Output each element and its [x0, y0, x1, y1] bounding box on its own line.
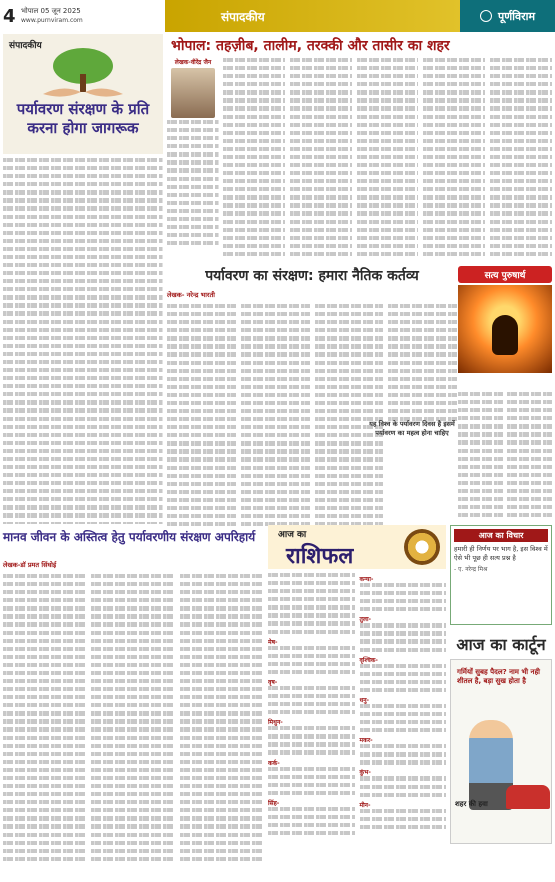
cartoon-speech-bubble: गर्मियों सुबह पैदल? नाम भी नही शीतल है, बड़ा सुख होता है	[457, 668, 540, 685]
column	[167, 298, 236, 528]
globe-icon	[480, 10, 492, 22]
column	[507, 392, 552, 524]
sign-label: मिथुन-	[268, 719, 283, 727]
column	[290, 58, 352, 258]
zodiac-wheel-icon	[404, 529, 440, 565]
cartoon-heading: आज का कार्टून	[456, 635, 546, 654]
column	[423, 58, 485, 258]
cartoon-sign: शहर की हवा	[455, 800, 488, 808]
environment-duty-columns	[167, 298, 457, 528]
column	[360, 573, 447, 878]
page-number: 4	[3, 5, 16, 27]
brand-logo: पूर्णविराम	[497, 9, 536, 23]
website-link[interactable]: www.purnviram.com	[21, 17, 83, 24]
editorial-body	[3, 158, 163, 524]
thought-author: - ए. नरेन्द्र मिश्र	[454, 566, 488, 573]
editorial-title: पर्यावरण संरक्षण के प्रति करना होगा जागरूक	[16, 100, 150, 137]
cartoon-car-icon	[506, 785, 550, 809]
date-block	[21, 7, 83, 25]
thought-text: हमारी ही निर्णय पर भाग है, इस विश्व में ऐसे भी पूछ ही सत्य प्रश्न है	[454, 545, 548, 562]
tree-hands-icon	[33, 44, 133, 99]
sign-label: सिंह-	[268, 799, 280, 807]
column	[91, 570, 174, 880]
editorial-kicker: संपादकीय	[9, 41, 42, 51]
rashifal-title: राशिफल	[286, 544, 354, 569]
bottom-right-column	[450, 525, 552, 880]
sign-label: धनु-	[359, 696, 370, 704]
environment-duty-author: लेखक- नरेन्द्र भारती	[167, 291, 215, 299]
column	[241, 298, 310, 528]
editorial-header	[3, 34, 163, 154]
editorial-article	[3, 34, 163, 524]
sign-label: मेष-	[268, 638, 278, 646]
thought-heading: आज का विचार	[454, 529, 548, 542]
sign-label: तुला-	[359, 616, 372, 624]
section-title: संपादकीय	[221, 9, 265, 24]
meditation-image	[458, 285, 552, 373]
satya-badge: सत्य पुरुषार्थ	[458, 266, 552, 283]
satya-columns	[458, 392, 552, 524]
section-band	[165, 0, 460, 32]
brand-box	[460, 0, 555, 32]
rashifal-columns	[268, 573, 446, 878]
issue-date: भोपाल 05 जून 2025	[21, 7, 81, 15]
cartoon-image	[450, 659, 552, 844]
masthead	[0, 0, 555, 32]
column	[180, 570, 263, 880]
sign-label: वृश्चिक-	[359, 656, 378, 664]
bhopal-article	[167, 34, 552, 259]
sign-label: मीन-	[359, 801, 371, 809]
column	[223, 58, 285, 258]
column	[388, 298, 457, 528]
human-existence-author: लेखक-डॉ प्रमत सिंघोई	[3, 561, 57, 569]
bhopal-columns	[223, 58, 552, 258]
environment-duty-title: पर्यावरण का संरक्षण: हमारा नैतिक कर्तव्य	[205, 268, 419, 284]
column	[357, 58, 419, 258]
meditating-figure-icon	[492, 315, 518, 355]
sign-label: कन्या-	[359, 576, 374, 583]
column	[3, 570, 86, 880]
column	[490, 58, 552, 258]
rashifal-kicker: आज का	[278, 530, 307, 540]
column	[458, 392, 503, 524]
rashifal-box	[268, 525, 446, 880]
bhopal-title: भोपाल: तहज़ीब, तालीम, तरक्की और तासीर का शहर	[171, 38, 450, 54]
author-name: लेखक-वीरेंद्र जैन	[174, 59, 212, 66]
sign-label: वृष-	[268, 678, 278, 686]
sign-label: कर्क-	[268, 759, 280, 767]
author-photo	[171, 68, 215, 118]
satya-box	[458, 266, 552, 396]
column	[315, 298, 384, 528]
human-existence-columns	[3, 570, 263, 880]
human-existence-title: मानव जीवन के अस्तित्व हेतु पर्यावरणीय संरक्षण अपरिहार्य	[3, 530, 256, 544]
sign-label: मकर-	[359, 737, 373, 745]
column	[268, 573, 355, 878]
rashifal-header	[268, 525, 446, 569]
author-box	[167, 58, 219, 249]
pull-quote: यह विश्व के पर्यावरण दिवस है इसमें पर्यावरण का महत्व होना चाहिए	[369, 420, 455, 437]
sign-label: कुंभ-	[359, 769, 371, 777]
thought-box	[450, 525, 552, 625]
masthead-left	[0, 0, 165, 32]
